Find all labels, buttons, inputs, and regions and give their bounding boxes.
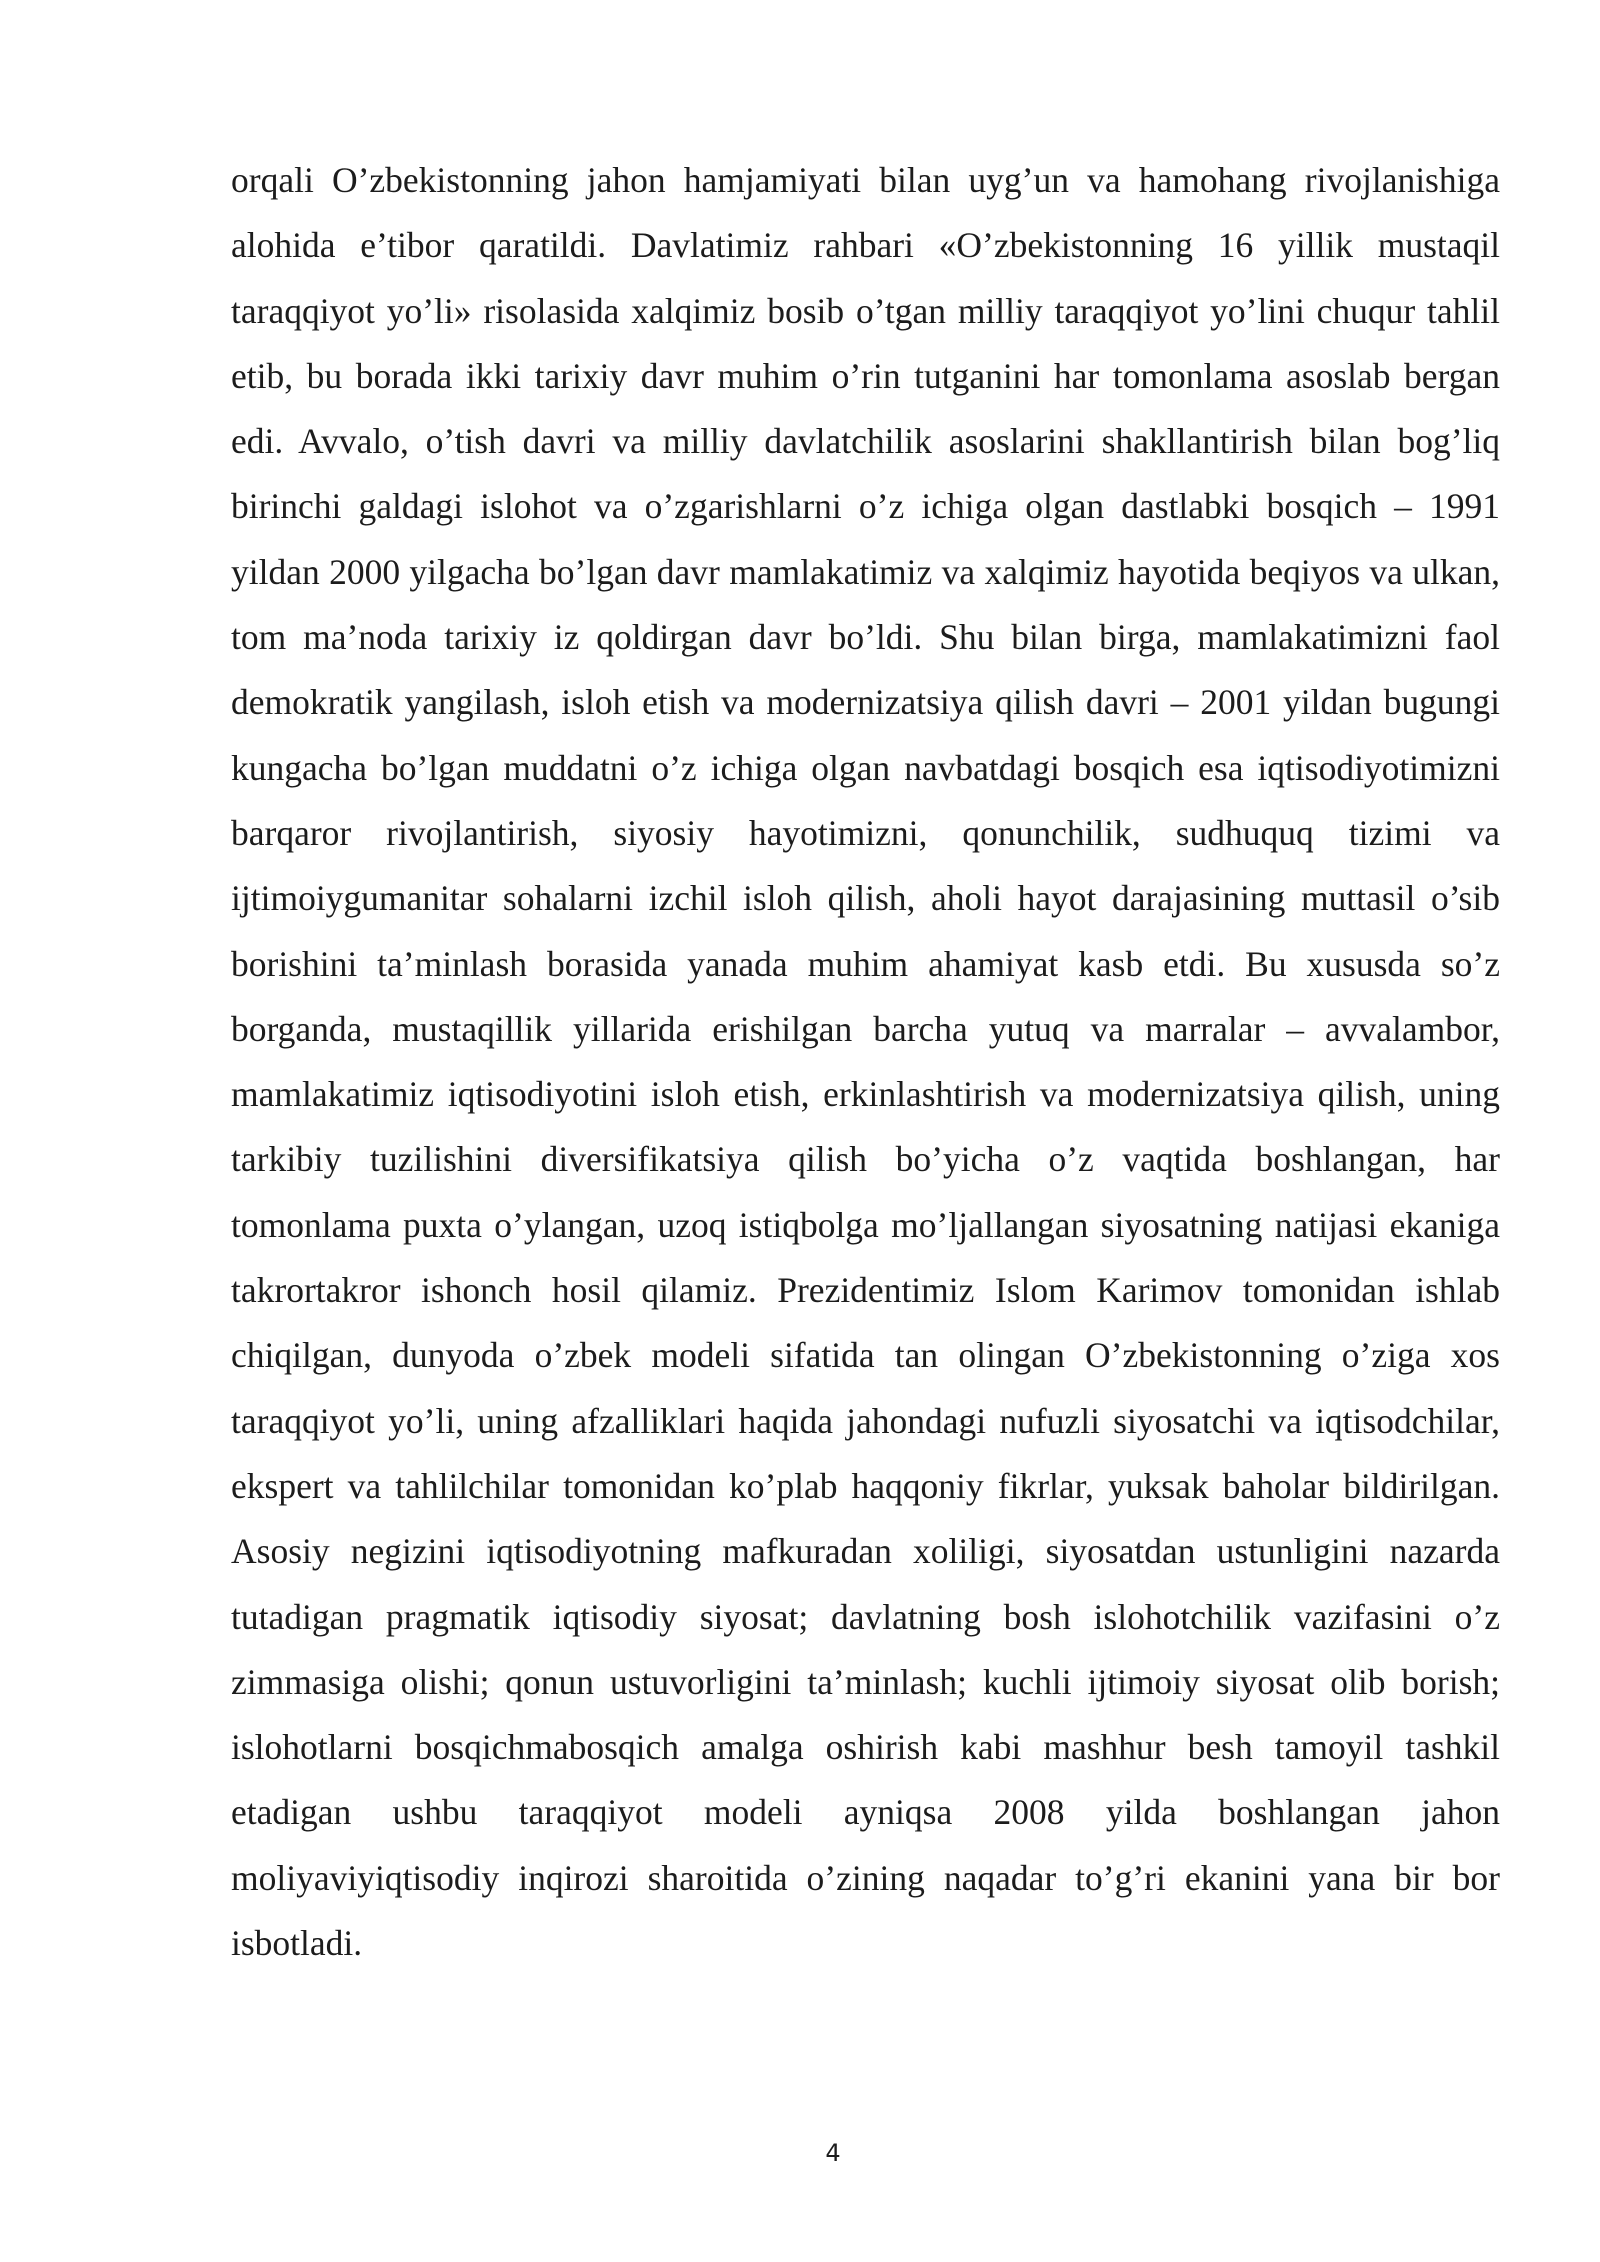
body-paragraph: orqali O’zbekistonning jahon hamjamiyati bilan uyg’un va hamohang rivojlanishiga alohida e’tibor qaratildi. Davlatimiz rahbari «O’zbekistonning 16 yillik mustaqil taraqqiyot yo’li» risolasida xalqimiz bosib o’tgan milliy taraqqiyot yo’lini chuqur tahlil etib, bu borada ikki tarixiy davr muhim o’rin tutganini har tomonlama asoslab bergan edi. Avvalo, o’tish davri va milliy davlatchilik asoslarini shakllantirish bilan bog’liq birinchi galdagi islohot va o’zgarishlarni o’z ichiga olgan dastlabki bosqich – 1991 yildan 2000 yilgacha bo’lgan davr mamlakatimiz va xalqimiz hayotida beqiyos va ulkan, tom ma’noda tarixiy iz qoldirgan davr bo’ldi. Shu bilan birga, mamlakatimizni faol demokratik yangilash, isloh etish va modernizatsiya qilish davri – 2001 yildan bugungi kungacha bo’lgan muddatni o’z ichiga olgan navbatdagi bosqich esa iqtisodiyotimizni barqaror rivojlantirish, siyosiy hayotimizni, qonunchilik, sudhuquq tizimi va ijtimoiygumanitar sohalarni izchil isloh qilish, aholi hayot darajasining muttasil o’sib borishini ta’minlash borasida yanada muhim ahamiyat kasb etdi. Bu xususda so’z borganda, mustaqillik yillarida erishilgan barcha yutuq va marralar – avvalambor, mamlakatimiz iqtisodiyotini isloh etish, erkinlashtirish va modernizatsiya qilish, uning tarkibiy tuzilishini diversifikatsiya qilish bo’yicha o’z vaqtida boshlangan, har tomonlama puxta o’ylangan, uzoq istiqbolga mo’ljallangan siyosatning natijasi ekaniga takrortakror ishonch hosil qilamiz. Prezidentimiz Islom Karimov tomonidan ishlab chiqilgan, dunyoda o’zbek modeli sifatida tan olingan O’zbekistonning o’ziga xos taraqqiyot yo’li, uning afzalliklari haqida jahondagi nufuzli siyosatchi va iqtisodchilar, ekspert va tahlilchilar tomonidan ko’plab haqqoniy fikrlar, yuksak baholar bildirilgan. Asosiy negizini iqtisodiyotning mafkuradan xoliligi, siyosatdan ustunligini nazarda tutadigan pragmatik iqtisodiy siyosat; davlatning bosh islohotchilik vazifasini o’z zimmasiga olishi; qonun ustuvorligini ta’minlash; kuchli ijtimoiy siyosat olib borish; islohotlarni bosqichmabosqich amalga oshirish kabi mashhur besh tamoyil tashkil etadigan ushbu taraqqiyot modeli ayniqsa 2008 yilda boshlangan jahon moliyaviyiqtisodiy inqirozi sharoitida o’zining naqadar to’g’ri ekanini yana bir bor isbotladi.	[231, 160, 1500, 1964]
page-number: 4	[825, 2139, 841, 2167]
